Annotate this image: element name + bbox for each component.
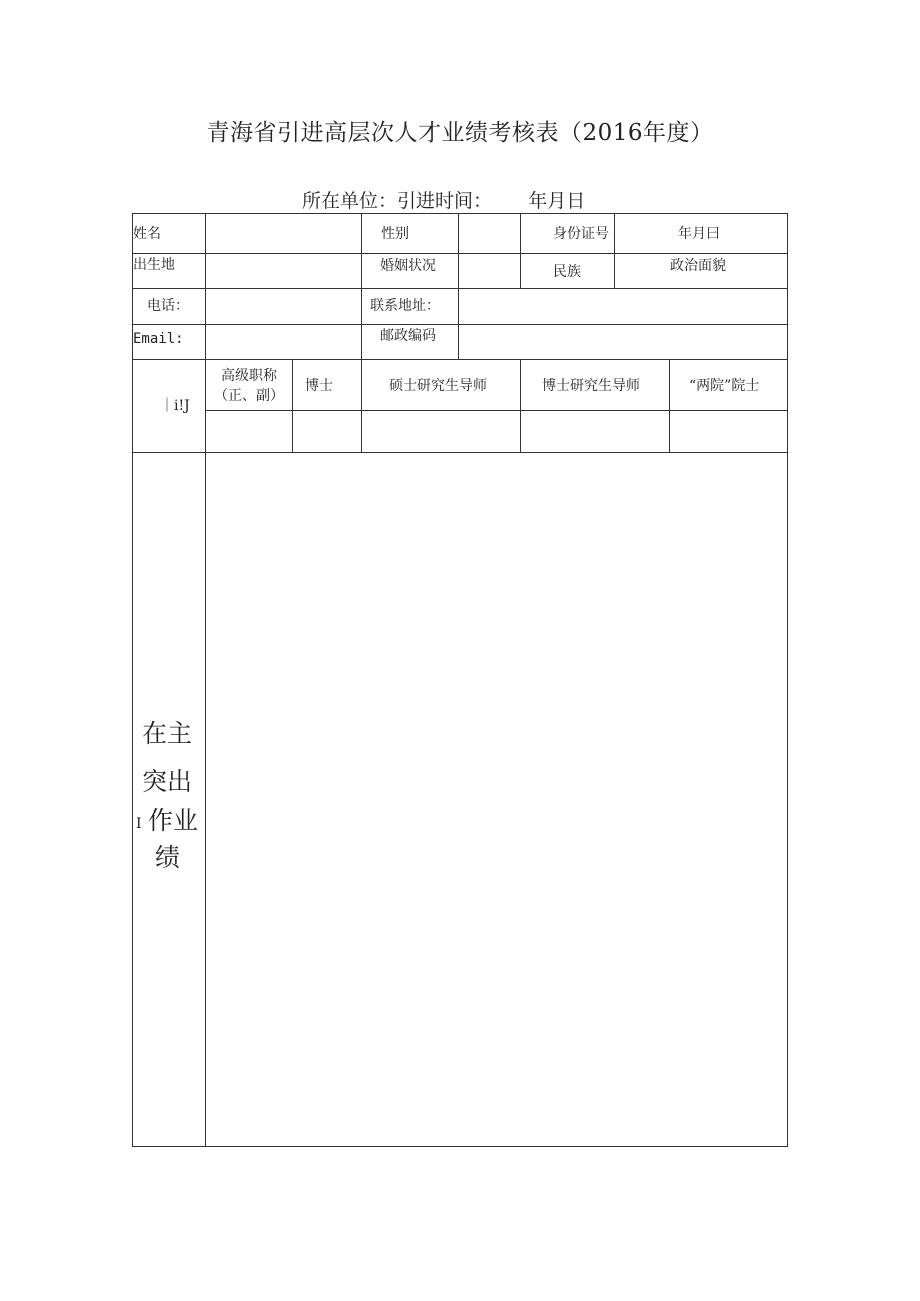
row-divider — [132, 452, 788, 453]
master-supervisor-label: 硕士研究生导师 — [389, 378, 487, 394]
achievements-label-line4: 绩 — [155, 843, 181, 872]
subtitle-unit-date: 所在单位：引进时间： 年月日 — [302, 190, 586, 212]
birthplace-label: 出生地 — [133, 257, 175, 273]
row-divider — [132, 288, 788, 289]
col-divider — [205, 213, 206, 1147]
ethnicity-label: 民族 — [553, 264, 581, 280]
address-label: 联系地址： — [370, 298, 440, 314]
col-divider — [361, 213, 362, 359]
row-divider — [132, 324, 788, 325]
achievements-label-line1: 在主 — [142, 719, 193, 748]
postcode-label: 邮政编码 — [380, 328, 436, 344]
achievements-label-line2: 突出 — [142, 767, 193, 796]
col-divider — [458, 213, 459, 359]
table-border-top — [132, 213, 788, 214]
email-label: Email: — [133, 331, 184, 347]
table-border-right — [787, 213, 788, 1147]
marital-status-label: 婚姻状况 — [380, 258, 436, 274]
id-number-label: 身份证号 — [553, 226, 609, 242]
doctoral-supervisor-label: 博士研究生导师 — [542, 378, 640, 394]
achievements-label-line3: 作业 — [148, 806, 199, 835]
category-label: ｜i!J — [160, 398, 190, 414]
page-title: 青海省引进高层次人才业绩考核表（2016年度） — [206, 120, 714, 146]
col-divider — [292, 359, 293, 452]
col-divider — [520, 359, 521, 452]
col-divider — [520, 213, 521, 288]
name-label: 姓名 — [133, 226, 161, 242]
table-border-left — [132, 213, 133, 1147]
gender-label: 性别 — [381, 226, 409, 242]
political-status-label: 政治面貌 — [670, 258, 726, 274]
table-border-bottom — [132, 1146, 788, 1147]
date-value: 年月曰 — [678, 226, 720, 242]
senior-title-label-line1: 高级职称 — [221, 368, 277, 384]
col-divider — [669, 359, 670, 452]
row-divider — [132, 253, 788, 254]
col-divider — [361, 359, 362, 452]
phone-label: 电话： — [147, 298, 189, 314]
col-divider — [614, 213, 615, 288]
senior-title-label-line2: （正、副） — [214, 388, 284, 404]
doctor-label: 博士 — [305, 378, 333, 394]
achievements-prefix: I — [136, 816, 142, 832]
row-divider — [132, 359, 788, 360]
academician-label: “两院”院士 — [689, 378, 760, 394]
